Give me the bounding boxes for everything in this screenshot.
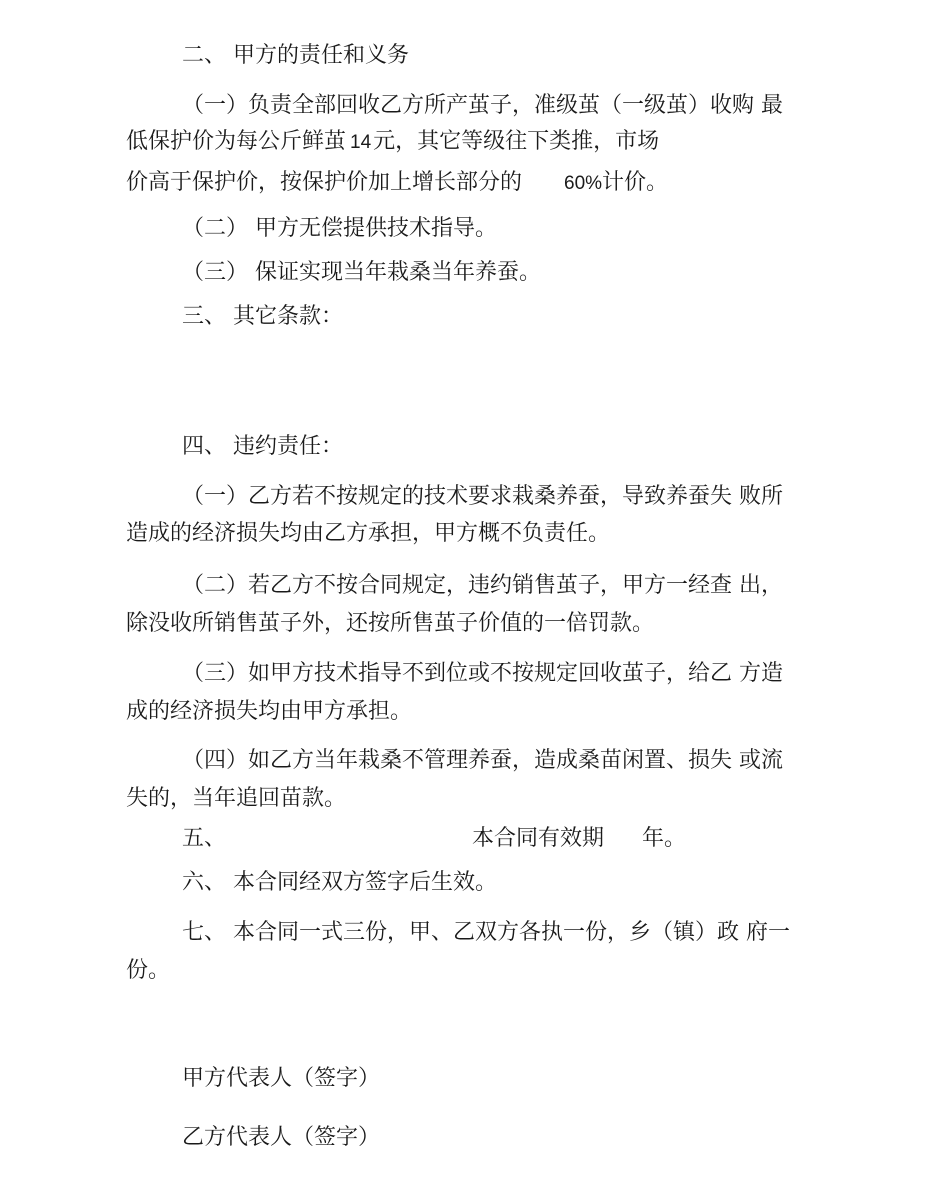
protection-price-value: 14 [350, 132, 372, 153]
section-six: 六、 本合同经双方签字后生效。 [182, 870, 497, 895]
clause-1-line-2 [126, 127, 659, 158]
clause-1-line-2-text-a: 低保护价为每公斤鲜茧 [126, 129, 347, 154]
liability-4-line-1: （四）如乙方当年栽桑不管理养蚕，造成桑苗闲置、损失 或流 [182, 748, 783, 773]
clause-3: （三） 保证实现当年栽桑当年养蚕。 [182, 260, 541, 285]
liability-2-line-2: 除没收所销售茧子外，还按所售茧子价值的一倍罚款。 [126, 611, 655, 636]
clause-1-line-3 [126, 168, 668, 199]
section-heading-liability: 四、 违约责任： [182, 434, 343, 459]
clause-1-line-2-text-b: 元，其它等级往下类推，市场 [373, 129, 660, 154]
party-a-signature-label: 甲方代表人（签字） [182, 1066, 381, 1091]
clause-2: （二） 甲方无偿提供技术指导。 [182, 216, 497, 241]
clause-1-line-1: （一）负责全部回收乙方所产茧子，准级茧（一级茧）收购 最 [182, 93, 783, 118]
liability-1-line-2: 造成的经济损失均由乙方承担，甲方概不负责任。 [126, 521, 611, 546]
validity-period-unit: 年。 [642, 826, 687, 851]
section-heading-other-terms: 三、 其它条款： [182, 304, 343, 329]
clause-1-line-3-text-a: 价高于保护价，按保护价加上增长部分的 [126, 170, 523, 195]
clause-1-line-3-text-b: 计价。 [602, 170, 669, 195]
section-heading-party-a-duties: 二、 甲方的责任和义务 [182, 43, 409, 68]
liability-1-line-1: （一）乙方若不按规定的技术要求栽桑养蚕，导致养蚕失 败所 [182, 484, 783, 509]
liability-3-line-1: （三）如甲方技术指导不到位或不按规定回收茧子，给乙 方造 [182, 661, 783, 686]
liability-4-line-2: 失的，当年追回苗款。 [126, 786, 347, 811]
validity-period-label: 本合同有效期 [472, 826, 605, 851]
section-seven-line-2: 份。 [126, 958, 171, 983]
liability-2-line-1: （二）若乙方不按合同规定，违约销售茧子，甲方一经查 出， [182, 573, 783, 598]
party-b-signature-label: 乙方代表人（签字） [182, 1125, 381, 1150]
section-seven-line-1: 七、 本合同一式三份，甲、乙双方各执一份，乡（镇）政 府一 [182, 920, 790, 945]
growth-percentage-value: 60% [564, 173, 603, 194]
liability-3-line-2: 成的经济损失均由甲方承担。 [126, 699, 413, 724]
section-five-number: 五、 [182, 826, 227, 851]
